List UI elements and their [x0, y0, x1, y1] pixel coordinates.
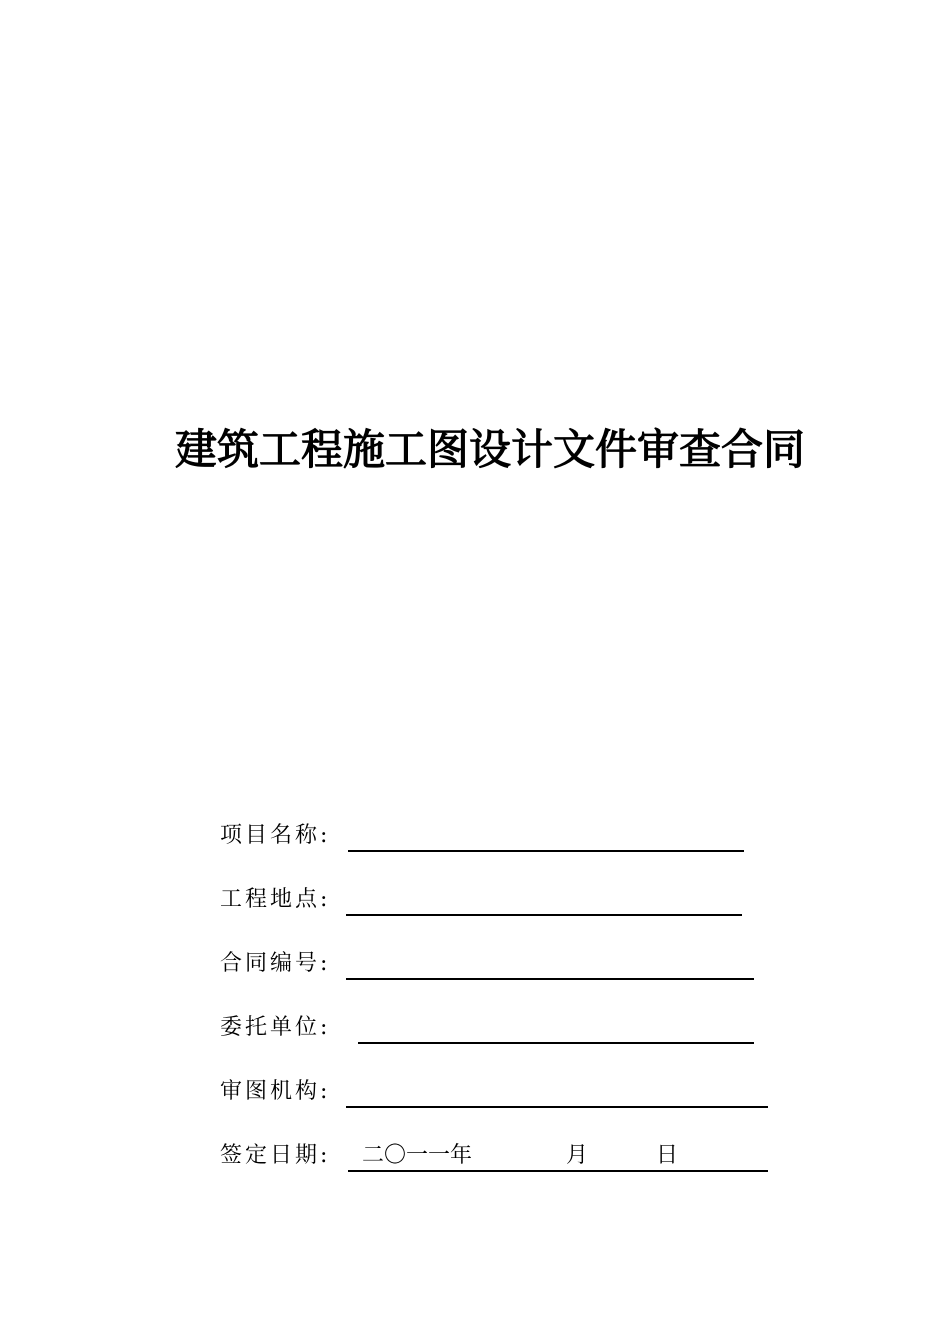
- field-review-agency: [220, 1074, 772, 1110]
- contract-number-blank[interactable]: [346, 978, 754, 980]
- document-title: 建筑工程施工图设计文件审查合同: [174, 425, 805, 474]
- field-label-contract-number: 合同编号:: [220, 951, 331, 976]
- project-name-blank[interactable]: [348, 850, 744, 852]
- date-day: 日: [656, 1143, 679, 1168]
- field-client: [220, 1010, 760, 1046]
- project-location-blank[interactable]: [346, 914, 742, 916]
- review-agency-blank[interactable]: [346, 1106, 768, 1108]
- date-month: 月: [566, 1143, 589, 1168]
- field-project-location: [220, 882, 750, 918]
- date-year: 二〇一一年: [362, 1143, 473, 1168]
- field-contract-number: [220, 946, 760, 982]
- field-signing-date: [220, 1138, 772, 1174]
- field-label-project-location: 工程地点:: [220, 887, 331, 912]
- client-blank[interactable]: [358, 1042, 754, 1044]
- field-project-name: [220, 818, 750, 854]
- field-label-review-agency: 审图机构:: [220, 1079, 331, 1104]
- field-label-client: 委托单位:: [220, 1015, 331, 1040]
- field-label-project-name: 项目名称:: [220, 823, 331, 848]
- field-label-signing-date: 签定日期:: [220, 1143, 331, 1168]
